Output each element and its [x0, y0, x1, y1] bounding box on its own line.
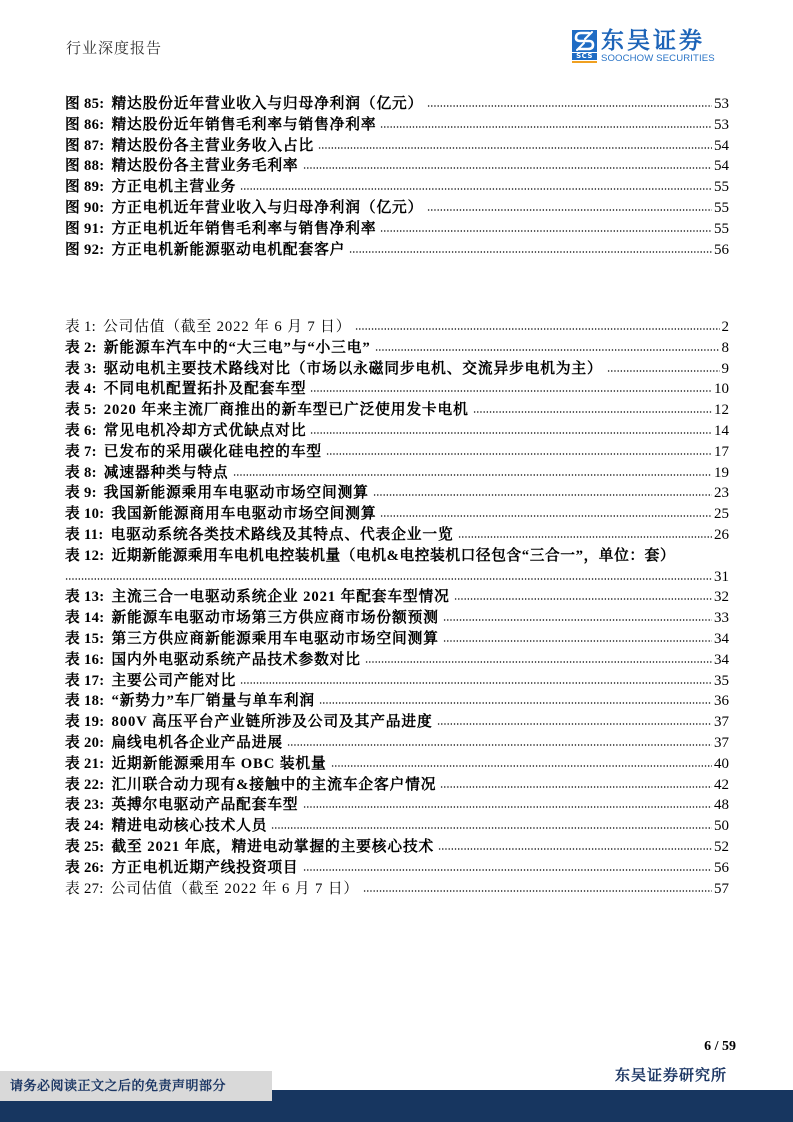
entry-title: 精达股份近年营业收入与归母净利润（亿元）	[111, 96, 424, 112]
entry-page-number: 55	[714, 199, 729, 216]
table-list	[65, 317, 729, 899]
dot-leader	[240, 188, 712, 190]
entry-label: 图 89:	[65, 179, 105, 196]
entry-label: 表 25:	[65, 838, 105, 855]
entry-label: 表 16:	[65, 651, 105, 668]
toc-entry-table-10[interactable]	[65, 504, 729, 525]
entry-page-number: 32	[714, 589, 729, 606]
dot-leader	[365, 661, 712, 663]
entry-title: 我国新能源商用车电驱动市场空间测算	[111, 506, 377, 523]
toc-entry-table-4[interactable]	[65, 379, 729, 400]
entry-label: 表 15:	[65, 630, 105, 647]
toc-entry-table-21[interactable]	[65, 754, 729, 775]
toc-entry-table-12[interactable]	[65, 546, 729, 588]
entry-title: 我国新能源乘用车电驱动市场空间测算	[103, 485, 369, 502]
dot-leader	[326, 453, 712, 455]
entry-title: 精达股份近年销售毛利率与销售净利率	[111, 116, 377, 133]
toc-entry-figure-85[interactable]	[65, 94, 729, 115]
entry-page-number: 54	[714, 137, 729, 154]
entry-label: 图 87:	[65, 137, 105, 154]
entry-label: 表 19:	[65, 714, 105, 731]
entry-label: 图 91:	[65, 220, 105, 237]
entry-page-number: 12	[714, 402, 729, 419]
toc-entry-table-18[interactable]	[65, 691, 729, 712]
logo-mark-icon	[572, 30, 597, 64]
entry-label: 表 26:	[65, 859, 105, 876]
entry-title: 近期新能源乘用车电机电控装机量（电机&电控装机口径包含“三合一”，单位：套）	[111, 547, 676, 564]
dot-leader	[380, 515, 712, 517]
entry-title: 方正电机近年营业收入与归母净利润（亿元）	[111, 199, 424, 216]
entry-title: 新能源车汽车中的“大三电”与“小三电”	[103, 339, 371, 356]
entry-page-number: 17	[714, 443, 729, 460]
toc-entry-figure-86[interactable]	[65, 115, 729, 136]
entry-label: 图 85:	[65, 96, 105, 112]
entry-page-number: 56	[714, 859, 729, 876]
entry-title: 方正电机近期产线投资项目	[111, 859, 299, 876]
entry-label: 表 14:	[65, 610, 105, 627]
entry-label: 图 90:	[65, 199, 105, 216]
entry-label: 表 2:	[65, 339, 97, 356]
dot-leader	[607, 370, 720, 372]
entry-page-number: 53	[714, 96, 729, 112]
logo-abbr: SCS	[572, 53, 597, 60]
dot-leader	[437, 723, 712, 725]
dot-leader	[443, 619, 712, 621]
dot-leader	[454, 598, 712, 600]
toc-entry-table-23[interactable]	[65, 795, 729, 816]
entry-title: “新势力”车厂销量与单车利润	[111, 693, 315, 710]
entry-title: 英搏尔电驱动产品配套车型	[111, 797, 299, 814]
entry-page-number: 37	[714, 734, 729, 751]
logo-name-cn: 东吴证券	[601, 28, 705, 54]
report-type-label: 行业深度报告	[66, 41, 163, 57]
toc-entry-table-15[interactable]	[65, 629, 729, 650]
dot-leader	[443, 640, 712, 642]
entry-title: 不同电机配置拓扑及配套车型	[103, 381, 307, 398]
entry-label: 表 6:	[65, 422, 97, 439]
dot-leader	[380, 126, 712, 128]
dot-leader	[287, 744, 712, 746]
entry-title: 截至 2021 年底，精进电动掌握的主要核心技术	[111, 838, 435, 855]
entry-page-number: 9	[721, 360, 729, 377]
dot-leader	[319, 702, 712, 704]
entry-title: 已发布的采用碳化硅电控的车型	[103, 443, 323, 460]
dot-leader	[458, 536, 712, 538]
entry-page-number: 55	[714, 220, 729, 237]
entry-title: 驱动电机主要技术路线对比（市场以永磁同步电机、交流异步电机为主）	[103, 360, 603, 377]
entry-title: 汇川联合动力现有&接触中的主流车企客户情况	[111, 776, 437, 793]
entry-label: 表 7:	[65, 443, 97, 460]
entry-label: 表 21:	[65, 755, 105, 772]
entry-page-number: 26	[714, 526, 729, 543]
entry-label: 表 22:	[65, 776, 105, 793]
entry-title: 精达股份各主营业务收入占比	[111, 137, 315, 154]
dot-leader	[438, 848, 712, 850]
entry-title: 减速器种类与特点	[103, 464, 229, 481]
entry-title: 方正电机近年销售毛利率与销售净利率	[111, 220, 377, 237]
toc-entry-table-19[interactable]	[65, 712, 729, 733]
entry-page-number: 53	[714, 116, 729, 133]
entry-label: 表 23:	[65, 797, 105, 814]
dot-leader	[363, 890, 712, 892]
logo-accent-bar	[572, 61, 597, 63]
toc-entry-table-17[interactable]	[65, 671, 729, 692]
entry-page-number: 57	[714, 880, 729, 897]
entry-label: 表 12:	[65, 547, 105, 564]
entry-page-number: 37	[714, 714, 729, 731]
entry-page-number: 56	[714, 241, 729, 258]
entry-title: 新能源车电驱动市场第三方供应商市场份额预测	[111, 610, 439, 627]
toc-entry-table-9[interactable]	[65, 483, 729, 504]
toc-entry-table-13[interactable]	[65, 587, 729, 608]
dot-leader	[303, 869, 712, 871]
dot-leader	[303, 806, 712, 808]
entry-label: 图 92:	[65, 241, 105, 258]
dot-leader	[318, 147, 712, 149]
entry-page-number: 48	[714, 797, 729, 814]
toc-entry-table-25[interactable]	[65, 837, 729, 858]
dot-leader	[233, 474, 713, 476]
entry-label: 表 13:	[65, 589, 105, 606]
entry-title: 精达股份各主营业务毛利率	[111, 158, 299, 175]
entry-title: 第三方供应商新能源乘用车电驱动市场空间测算	[111, 630, 439, 647]
entry-title: 公司估值（截至 2022 年 6 月 7 日）	[102, 319, 352, 335]
toc-entry-table-27[interactable]	[65, 879, 729, 900]
entry-title: 方正电机新能源驱动电机配套客户	[111, 241, 346, 258]
toc-entry-figure-89[interactable]	[65, 177, 729, 198]
entry-label: 表 5:	[65, 402, 97, 419]
toc-entry-table-26[interactable]	[65, 858, 729, 879]
toc-entry-table-20[interactable]	[65, 733, 729, 754]
entry-label: 表 3:	[65, 360, 97, 377]
entry-label: 表 17:	[65, 672, 105, 689]
toc-entry-table-24[interactable]	[65, 816, 729, 837]
entry-page-number: 40	[714, 755, 729, 772]
entry-page-number: 8	[721, 339, 729, 356]
dot-leader	[440, 786, 712, 788]
dot-leader	[427, 209, 712, 211]
toc-entry-figure-90[interactable]	[65, 198, 729, 219]
dot-leader	[65, 578, 712, 580]
entry-page-number: 54	[714, 158, 729, 175]
entry-title: 常见电机冷却方式优缺点对比	[103, 422, 307, 439]
entry-title: 主要公司产能对比	[111, 672, 237, 689]
entry-label: 表 27:	[65, 880, 104, 897]
toc-entry-table-5[interactable]	[65, 400, 729, 421]
dot-leader	[310, 432, 712, 434]
page-number: 6 / 59	[704, 1039, 736, 1054]
entry-title: 电驱动系统各类技术路线及其特点、代表企业一览	[110, 526, 454, 543]
entry-label: 图 86:	[65, 116, 105, 133]
entry-page-number: 36	[714, 693, 729, 710]
entry-label: 表 1:	[65, 319, 96, 335]
entry-page-number: 35	[714, 672, 729, 689]
entry-label: 表 8:	[65, 464, 97, 481]
entry-page-number: 31	[714, 568, 729, 585]
entry-title: 800V 高压平台产业链所涉及公司及其产品进度	[111, 714, 433, 731]
toc-entry-table-6[interactable]	[65, 421, 729, 442]
entry-label: 图 88:	[65, 158, 105, 175]
disclaimer-notice: 请务必阅读正文之后的免责声明部分	[0, 1071, 272, 1101]
entry-page-number: 50	[714, 818, 729, 835]
entry-page-number: 34	[714, 630, 729, 647]
entry-label: 表 4:	[65, 381, 97, 398]
dot-leader	[355, 328, 719, 330]
toc-entry-figure-88[interactable]	[65, 156, 729, 177]
entry-title: 近期新能源乘用车 OBC 装机量	[111, 755, 327, 772]
dot-leader	[331, 765, 712, 767]
entry-title: 扁线电机各企业产品进展	[111, 734, 283, 751]
entry-page-number: 14	[714, 422, 729, 439]
entry-page-number: 55	[714, 179, 729, 196]
dot-leader	[240, 682, 712, 684]
entry-title: 2020 年来主流厂商推出的新车型已广泛使用发卡电机	[103, 402, 469, 419]
entry-title: 主流三合一电驱动系统企业 2021 年配套车型情况	[111, 589, 450, 606]
toc-entry-figure-91[interactable]	[65, 219, 729, 240]
toc-entry-table-11[interactable]	[65, 525, 729, 546]
dot-leader	[427, 105, 712, 107]
dot-leader	[349, 251, 712, 253]
dot-leader	[380, 230, 712, 232]
dot-leader	[271, 827, 712, 829]
entry-label: 表 24:	[65, 818, 105, 835]
toc-entry-table-1[interactable]	[65, 317, 729, 338]
soochow-securities-logo	[572, 29, 737, 65]
figure-list	[65, 94, 729, 260]
toc-entry-table-2[interactable]	[65, 338, 729, 359]
toc-entry-table-3[interactable]	[65, 359, 729, 380]
entry-page-number: 34	[714, 651, 729, 668]
entry-label: 表 9:	[65, 485, 97, 502]
toc-entry-table-22[interactable]	[65, 775, 729, 796]
entry-page-number: 42	[714, 776, 729, 793]
dot-leader	[373, 494, 712, 496]
dot-leader	[473, 411, 712, 413]
entry-page-number: 19	[714, 464, 729, 481]
toc-entry-table-16[interactable]	[65, 650, 729, 671]
dot-leader	[375, 349, 720, 351]
toc-entry-table-8[interactable]	[65, 463, 729, 484]
entry-label: 表 18:	[65, 693, 105, 710]
entry-title: 方正电机主营业务	[111, 179, 237, 196]
toc-entry-figure-92[interactable]	[65, 240, 729, 261]
logo-s-icon	[572, 30, 597, 52]
entry-page-number: 33	[714, 610, 729, 627]
dot-leader	[310, 390, 712, 392]
entry-page-number: 23	[714, 485, 729, 502]
institute-name: 东吴证券研究所	[615, 1068, 728, 1084]
toc-entry-table-7[interactable]	[65, 442, 729, 463]
logo-name-en: SOOCHOW SECURITIES	[601, 53, 715, 64]
entry-page-number: 10	[714, 381, 729, 398]
entry-title: 国内外电驱动系统产品技术参数对比	[111, 651, 361, 668]
entry-page-number: 2	[721, 319, 729, 335]
toc-entry-table-14[interactable]	[65, 608, 729, 629]
entry-title: 公司估值（截至 2022 年 6 月 7 日）	[110, 880, 359, 897]
toc-entry-figure-87[interactable]	[65, 136, 729, 157]
entry-label: 表 20:	[65, 734, 105, 751]
dot-leader	[303, 167, 712, 169]
entry-page-number: 25	[714, 506, 729, 523]
entry-label: 表 11:	[65, 526, 104, 543]
entry-page-number: 52	[714, 838, 729, 855]
entry-title: 精进电动核心技术人员	[111, 818, 268, 835]
entry-label: 表 10:	[65, 506, 105, 523]
